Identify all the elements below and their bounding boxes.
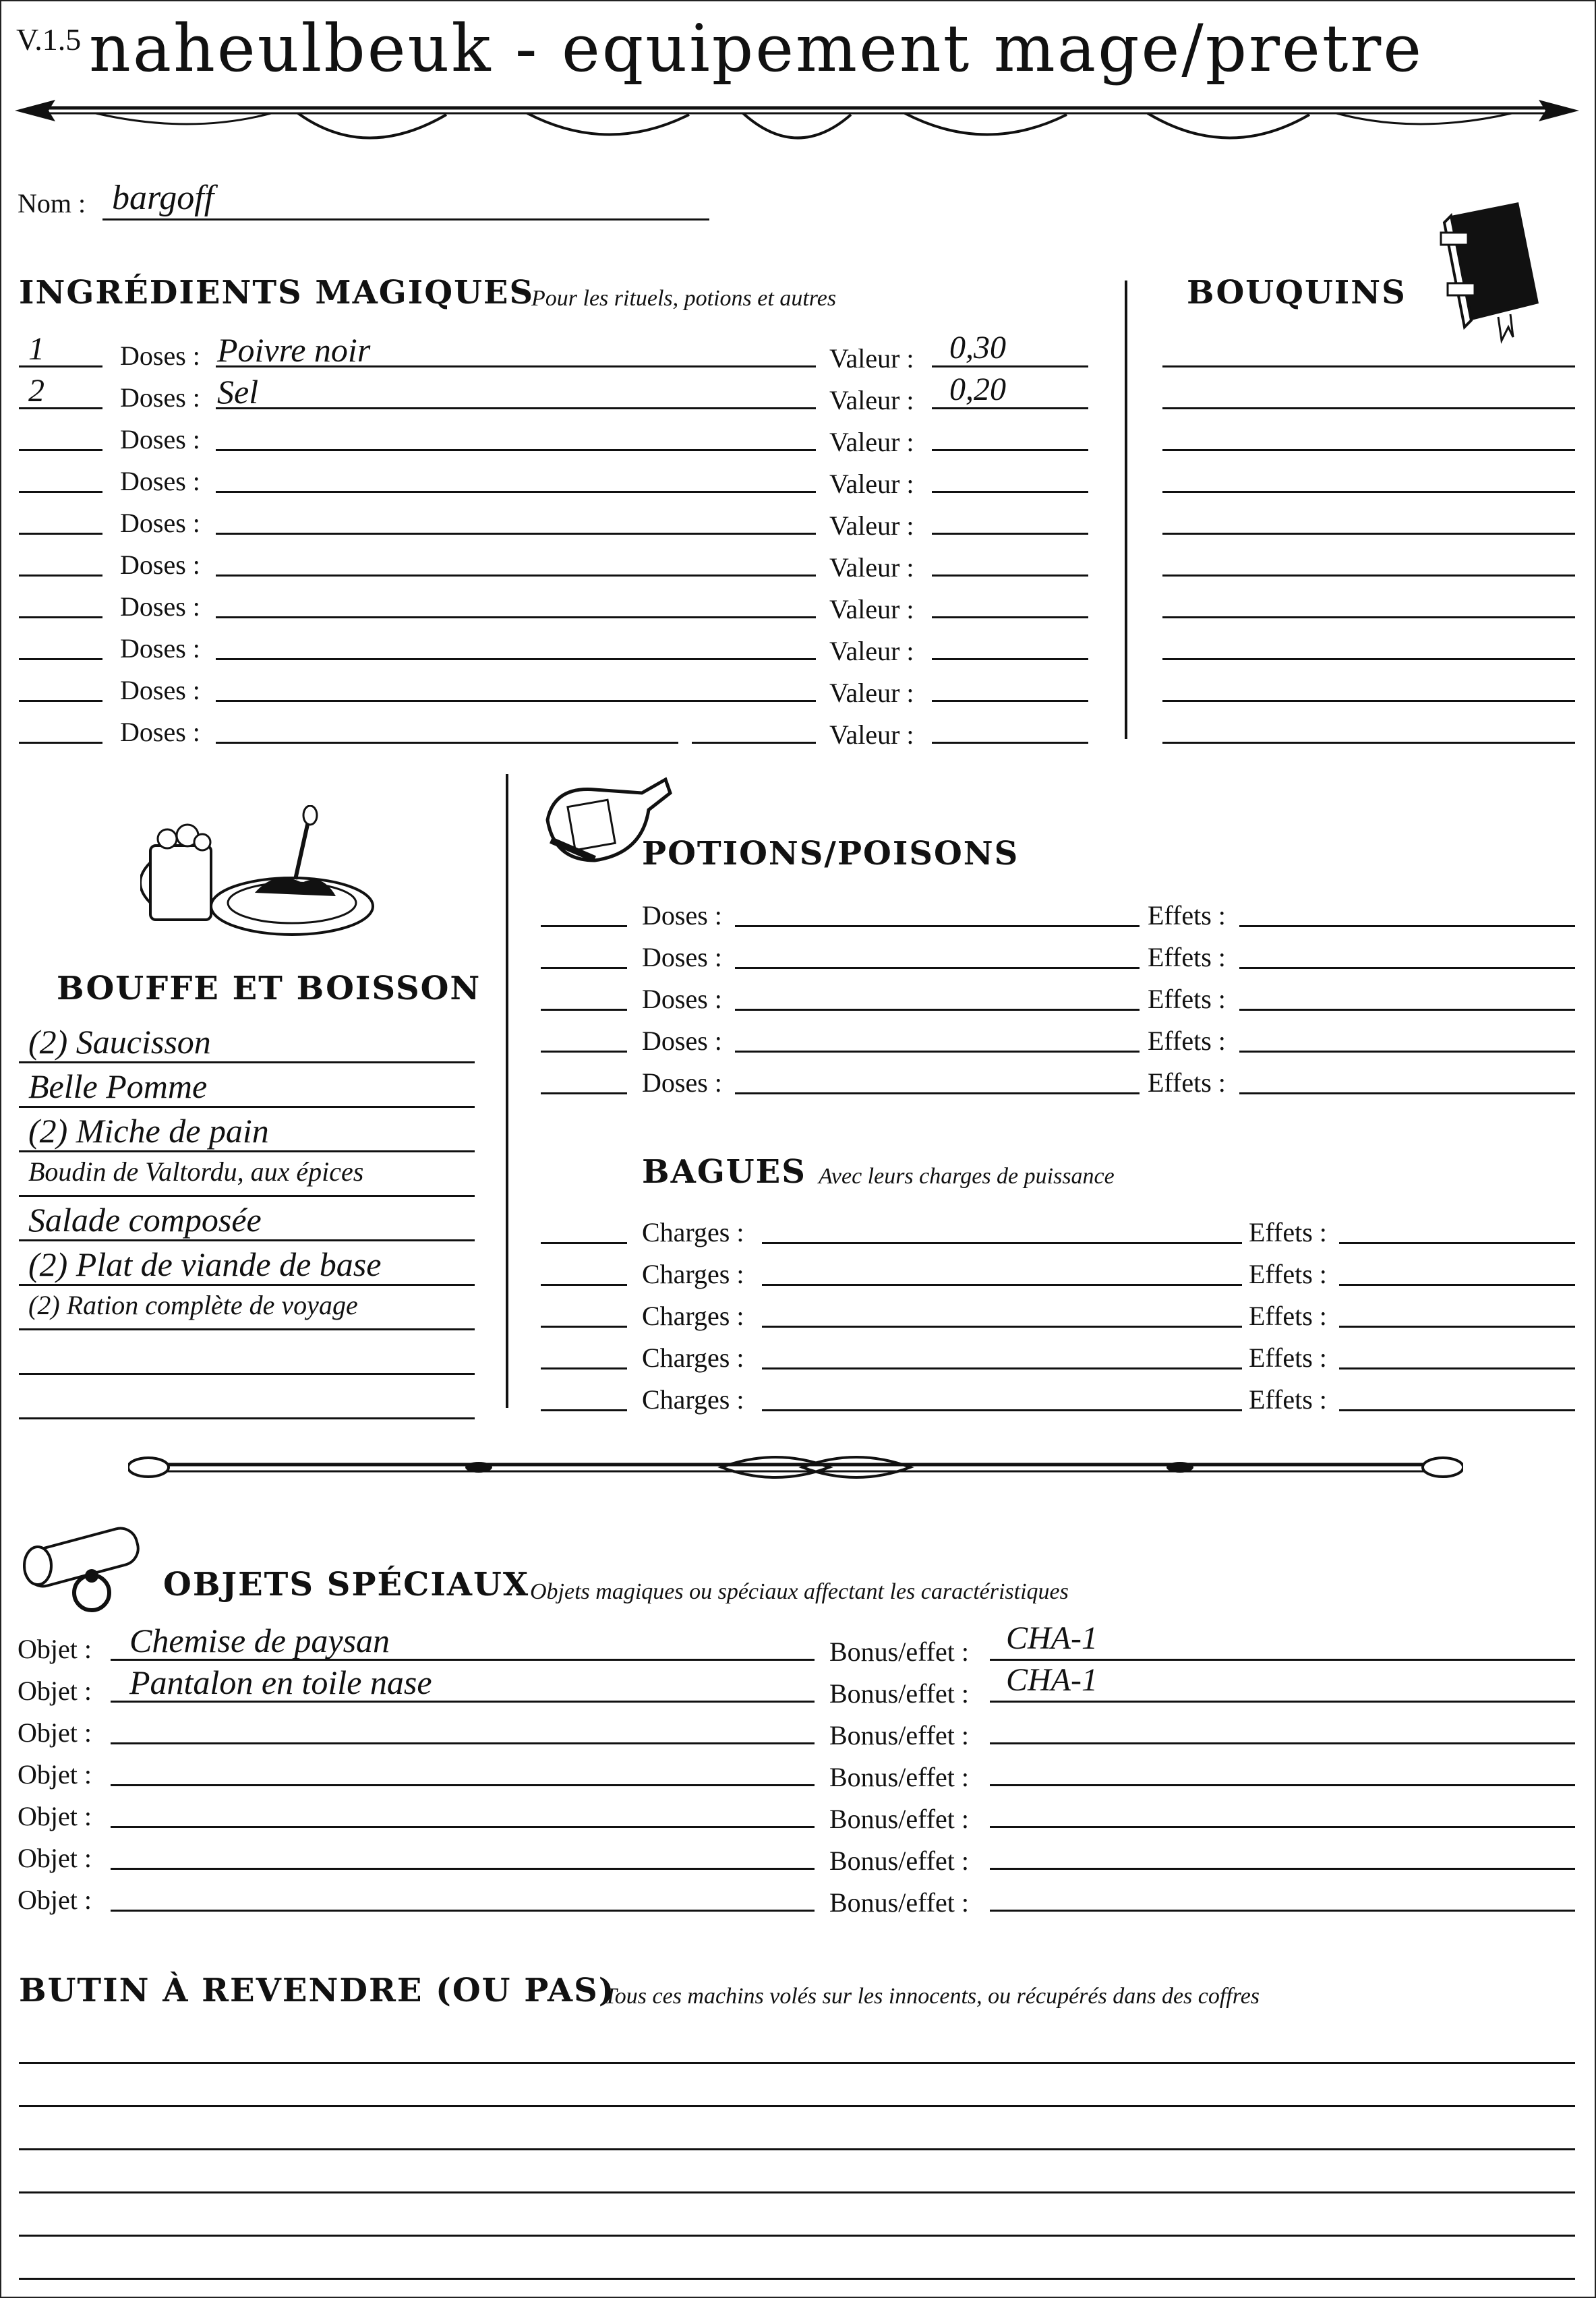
ring-effects-line[interactable]	[1339, 1367, 1575, 1369]
ingredient-doses-label: Doses :	[120, 341, 200, 371]
ingredient-value-label: Valeur :	[829, 385, 914, 415]
ingredient-value-label: Valeur :	[829, 469, 914, 499]
loot-line[interactable]	[19, 2235, 1575, 2237]
ring-effects-line[interactable]	[1339, 1326, 1575, 1328]
loot-line[interactable]	[19, 2148, 1575, 2150]
books-heading: BOUQUINS	[1187, 274, 1407, 312]
potion-effects-line[interactable]	[1239, 925, 1575, 927]
special-object-label: Objet :	[18, 1801, 92, 1831]
special-heading: OBJETS SPÉCIAUX	[163, 1566, 530, 1603]
special-object-label: Objet :	[18, 1717, 92, 1748]
ingredient-value-line[interactable]	[932, 616, 1088, 618]
ingredient-value-label: Valeur :	[829, 719, 914, 750]
loot-line[interactable]	[19, 2191, 1575, 2193]
special-bonus-line[interactable]	[990, 1701, 1575, 1703]
ingredients-books-divider	[1125, 281, 1127, 739]
ring-qty-line[interactable]	[541, 1326, 627, 1328]
ingredient-name[interactable]: Sel	[217, 373, 259, 411]
special-bonus-label: Bonus/effet :	[829, 1887, 970, 1918]
book-line[interactable]	[1162, 742, 1575, 744]
special-subtitle: Objets magiques ou spéciaux affectant les caractéristiques	[530, 1579, 1069, 1604]
ring-charges-label: Charges :	[642, 1384, 744, 1415]
ring-charges-label: Charges :	[642, 1301, 744, 1331]
loot-subtitle: Tous ces machins volés sur les innocents, ou récupérés dans des coffres	[604, 1984, 1260, 2009]
potion-effects-line[interactable]	[1239, 967, 1575, 969]
ingredient-name-line[interactable]	[216, 407, 816, 409]
name-field-line	[102, 218, 709, 220]
ingredient-qty-line[interactable]	[19, 700, 102, 702]
ring-effects-line[interactable]	[1339, 1242, 1575, 1244]
food-entry[interactable]: Belle Pomme	[28, 1067, 208, 1105]
ingredient-value-label: Valeur :	[829, 343, 914, 374]
rings-heading: BAGUES	[642, 1153, 806, 1191]
ingredient-qty[interactable]: 2	[28, 373, 45, 409]
ingredient-name-line[interactable]	[216, 491, 816, 493]
ring-qty-line[interactable]	[541, 1367, 627, 1369]
name-field[interactable]: bargoff	[112, 179, 214, 217]
potion-doses-label: Doses :	[642, 942, 722, 972]
ingredient-value-label: Valeur :	[829, 510, 914, 541]
ingredient-doses-label: Doses :	[120, 508, 200, 538]
spear-ornament-top	[15, 88, 1579, 148]
rings-subtitle: Avec leurs charges de puissance	[819, 1164, 1115, 1189]
potion-effects-label: Effets :	[1148, 1026, 1226, 1056]
special-object[interactable]: Pantalon en toile nase	[129, 1663, 432, 1701]
special-bonus-line[interactable]	[990, 1659, 1575, 1661]
special-object-line[interactable]	[111, 1910, 815, 1912]
special-object[interactable]: Chemise de paysan	[129, 1622, 390, 1659]
ingredient-value-line[interactable]	[932, 533, 1088, 535]
ingredient-qty-line[interactable]	[19, 616, 102, 618]
ring-effects-label: Effets :	[1249, 1343, 1327, 1373]
special-object-label: Objet :	[18, 1759, 92, 1790]
potion-qty-line[interactable]	[541, 1092, 627, 1094]
ingredient-name[interactable]: Poivre noir	[217, 331, 371, 369]
food-entry[interactable]: (2) Ration complète de voyage	[28, 1290, 358, 1320]
book-icon	[1438, 196, 1545, 344]
potion-effects-label: Effets :	[1148, 942, 1226, 972]
special-bonus-label: Bonus/effet :	[829, 1846, 970, 1876]
food-line[interactable]	[19, 1150, 475, 1152]
potion-effects-line[interactable]	[1239, 1009, 1575, 1011]
special-bonus[interactable]: CHA-1	[1006, 1620, 1098, 1656]
potion-effects-line[interactable]	[1239, 1092, 1575, 1094]
ring-charges-line[interactable]	[762, 1367, 1242, 1369]
loot-heading: BUTIN À REVENDRE (OU PAS)	[19, 1972, 616, 2009]
potion-doses-line[interactable]	[735, 967, 1140, 969]
special-bonus-line[interactable]	[990, 1742, 1575, 1744]
special-object-label: Objet :	[18, 1885, 92, 1915]
ingredient-name-line[interactable]	[216, 574, 816, 577]
food-line[interactable]	[19, 1417, 475, 1419]
ingredients-subtitle: Pour les rituels, potions et autres	[531, 286, 837, 311]
special-bonus-label: Bonus/effet :	[829, 1678, 970, 1709]
food-line[interactable]	[19, 1061, 475, 1063]
ingredient-value-line[interactable]	[932, 574, 1088, 577]
ingredient-qty-line[interactable]	[19, 742, 102, 744]
potion-doses-line[interactable]	[735, 1009, 1140, 1011]
special-bonus-label: Bonus/effet :	[829, 1720, 970, 1750]
ring-effects-label: Effets :	[1249, 1259, 1327, 1289]
ingredient-name-line[interactable]	[692, 742, 816, 744]
food-line[interactable]	[19, 1195, 475, 1197]
ingredient-value-label: Valeur :	[829, 552, 914, 583]
ingredient-qty[interactable]: 1	[28, 331, 45, 367]
potion-effects-label: Effets :	[1148, 900, 1226, 931]
ingredient-doses-label: Doses :	[120, 382, 200, 413]
potions-heading: POTIONS/POISONS	[642, 835, 1019, 873]
potion-doses-label: Doses :	[642, 1026, 722, 1056]
book-line[interactable]	[1162, 616, 1575, 618]
ingredient-value[interactable]: 0,20	[949, 372, 1006, 407]
name-label: Nom :	[18, 188, 86, 218]
ring-effects-label: Effets :	[1249, 1301, 1327, 1331]
potion-doses-label: Doses :	[642, 1067, 722, 1098]
ingredient-value-line[interactable]	[932, 700, 1088, 702]
special-bonus-line[interactable]	[990, 1826, 1575, 1828]
food-line[interactable]	[19, 1106, 475, 1108]
potion-doses-label: Doses :	[642, 900, 722, 931]
special-bonus-label: Bonus/effet :	[829, 1762, 970, 1792]
ingredient-name-line[interactable]	[216, 616, 816, 618]
ingredient-value-line[interactable]	[932, 658, 1088, 660]
food-line[interactable]	[19, 1239, 475, 1241]
special-bonus-line[interactable]	[990, 1910, 1575, 1912]
ingredient-value-label: Valeur :	[829, 678, 914, 708]
potion-effects-line[interactable]	[1239, 1051, 1575, 1053]
ingredient-qty-line[interactable]	[19, 449, 102, 451]
food-line[interactable]	[19, 1373, 475, 1375]
potion-doses-line[interactable]	[735, 1092, 1140, 1094]
ring-charges-label: Charges :	[642, 1217, 744, 1247]
potion-doses-line[interactable]	[735, 925, 1140, 927]
ingredient-doses-label: Doses :	[120, 424, 200, 454]
potion-qty-line[interactable]	[541, 925, 627, 927]
ring-charges-line[interactable]	[762, 1242, 1242, 1244]
version-label: V.1.5	[16, 22, 82, 57]
ingredient-qty-line[interactable]	[19, 491, 102, 493]
ingredient-name-line[interactable]	[216, 658, 816, 660]
ring-charges-line[interactable]	[762, 1326, 1242, 1328]
food-entry[interactable]: (2) Miche de pain	[28, 1112, 269, 1150]
special-bonus-line[interactable]	[990, 1868, 1575, 1870]
special-bonus-label: Bonus/effet :	[829, 1804, 970, 1834]
staff-ornament	[128, 1447, 1463, 1487]
book-line[interactable]	[1162, 449, 1575, 451]
food-entry[interactable]: Boudin de Valtordu, aux épices	[28, 1156, 364, 1187]
ingredient-doses-label: Doses :	[120, 591, 200, 622]
ingredient-value-label: Valeur :	[829, 427, 914, 457]
potion-effects-label: Effets :	[1148, 984, 1226, 1014]
ingredient-qty-line[interactable]	[19, 658, 102, 660]
ingredient-name-line[interactable]	[216, 533, 816, 535]
book-line[interactable]	[1162, 407, 1575, 409]
food-potions-divider	[506, 774, 508, 1408]
ring-effects-line[interactable]	[1339, 1284, 1575, 1286]
book-line[interactable]	[1162, 365, 1575, 367]
ingredient-value[interactable]: 0,30	[949, 330, 1006, 365]
ring-charges-label: Charges :	[642, 1259, 744, 1289]
ingredient-name-line[interactable]	[216, 700, 816, 702]
book-line[interactable]	[1162, 533, 1575, 535]
book-line[interactable]	[1162, 700, 1575, 702]
ingredient-qty-line[interactable]	[19, 574, 102, 577]
food-heading: BOUFFE ET BOISSON	[57, 970, 481, 1007]
ingredient-value-line[interactable]	[932, 742, 1088, 744]
ring-effects-label: Effets :	[1249, 1384, 1327, 1415]
book-line[interactable]	[1162, 658, 1575, 660]
loot-line[interactable]	[19, 2062, 1575, 2064]
potion-doses-line[interactable]	[735, 1051, 1140, 1053]
ring-effects-label: Effets :	[1249, 1217, 1327, 1247]
potion-effects-label: Effets :	[1148, 1067, 1226, 1098]
ingredient-doses-label: Doses :	[120, 717, 200, 747]
food-entry[interactable]: (2) Plat de viande de base	[28, 1245, 382, 1283]
special-object-label: Objet :	[18, 1676, 92, 1706]
potion-qty-line[interactable]	[541, 1051, 627, 1053]
ingredient-value-line[interactable]	[932, 491, 1088, 493]
ring-charges-line[interactable]	[762, 1284, 1242, 1286]
special-object-line[interactable]	[111, 1784, 815, 1786]
ingredient-value-label: Valeur :	[829, 636, 914, 666]
scroll-ring-icon	[18, 1512, 159, 1620]
ring-charges-label: Charges :	[642, 1343, 744, 1373]
ring-qty-line[interactable]	[541, 1284, 627, 1286]
special-object-line[interactable]	[111, 1868, 815, 1870]
book-line[interactable]	[1162, 491, 1575, 493]
special-object-line[interactable]	[111, 1742, 815, 1744]
ingredient-value-label: Valeur :	[829, 594, 914, 624]
ingredient-name-line[interactable]	[216, 449, 816, 451]
ingredient-doses-label: Doses :	[120, 466, 200, 496]
special-object-label: Objet :	[18, 1634, 92, 1664]
ingredients-heading: INGRÉDIENTS MAGIQUES	[19, 274, 535, 312]
loot-line[interactable]	[19, 2105, 1575, 2107]
food-entry[interactable]: (2) Saucisson	[28, 1023, 211, 1061]
ingredient-doses-label: Doses :	[120, 550, 200, 580]
ingredient-name-line[interactable]	[216, 742, 678, 744]
ingredient-doses-label: Doses :	[120, 675, 200, 705]
special-object-label: Objet :	[18, 1843, 92, 1873]
ring-charges-line[interactable]	[762, 1409, 1242, 1411]
ring-qty-line[interactable]	[541, 1242, 627, 1244]
ring-qty-line[interactable]	[541, 1409, 627, 1411]
potion-doses-label: Doses :	[642, 984, 722, 1014]
book-line[interactable]	[1162, 574, 1575, 577]
ingredient-value-line[interactable]	[932, 449, 1088, 451]
food-line[interactable]	[19, 1328, 475, 1330]
food-icon	[140, 805, 376, 940]
potion-qty-line[interactable]	[541, 967, 627, 969]
loot-line[interactable]	[19, 2278, 1575, 2280]
ring-effects-line[interactable]	[1339, 1409, 1575, 1411]
special-bonus[interactable]: CHA-1	[1006, 1662, 1098, 1698]
special-bonus-line[interactable]	[990, 1784, 1575, 1786]
ingredient-qty-line[interactable]	[19, 533, 102, 535]
ingredient-doses-label: Doses :	[120, 633, 200, 664]
potion-qty-line[interactable]	[541, 1009, 627, 1011]
special-bonus-label: Bonus/effet :	[829, 1637, 970, 1667]
special-object-line[interactable]	[111, 1826, 815, 1828]
food-line[interactable]	[19, 1284, 475, 1286]
food-entry[interactable]: Salade composée	[28, 1201, 262, 1239]
page-title: naheulbeuk - equipement mage/pretre	[89, 11, 1424, 86]
